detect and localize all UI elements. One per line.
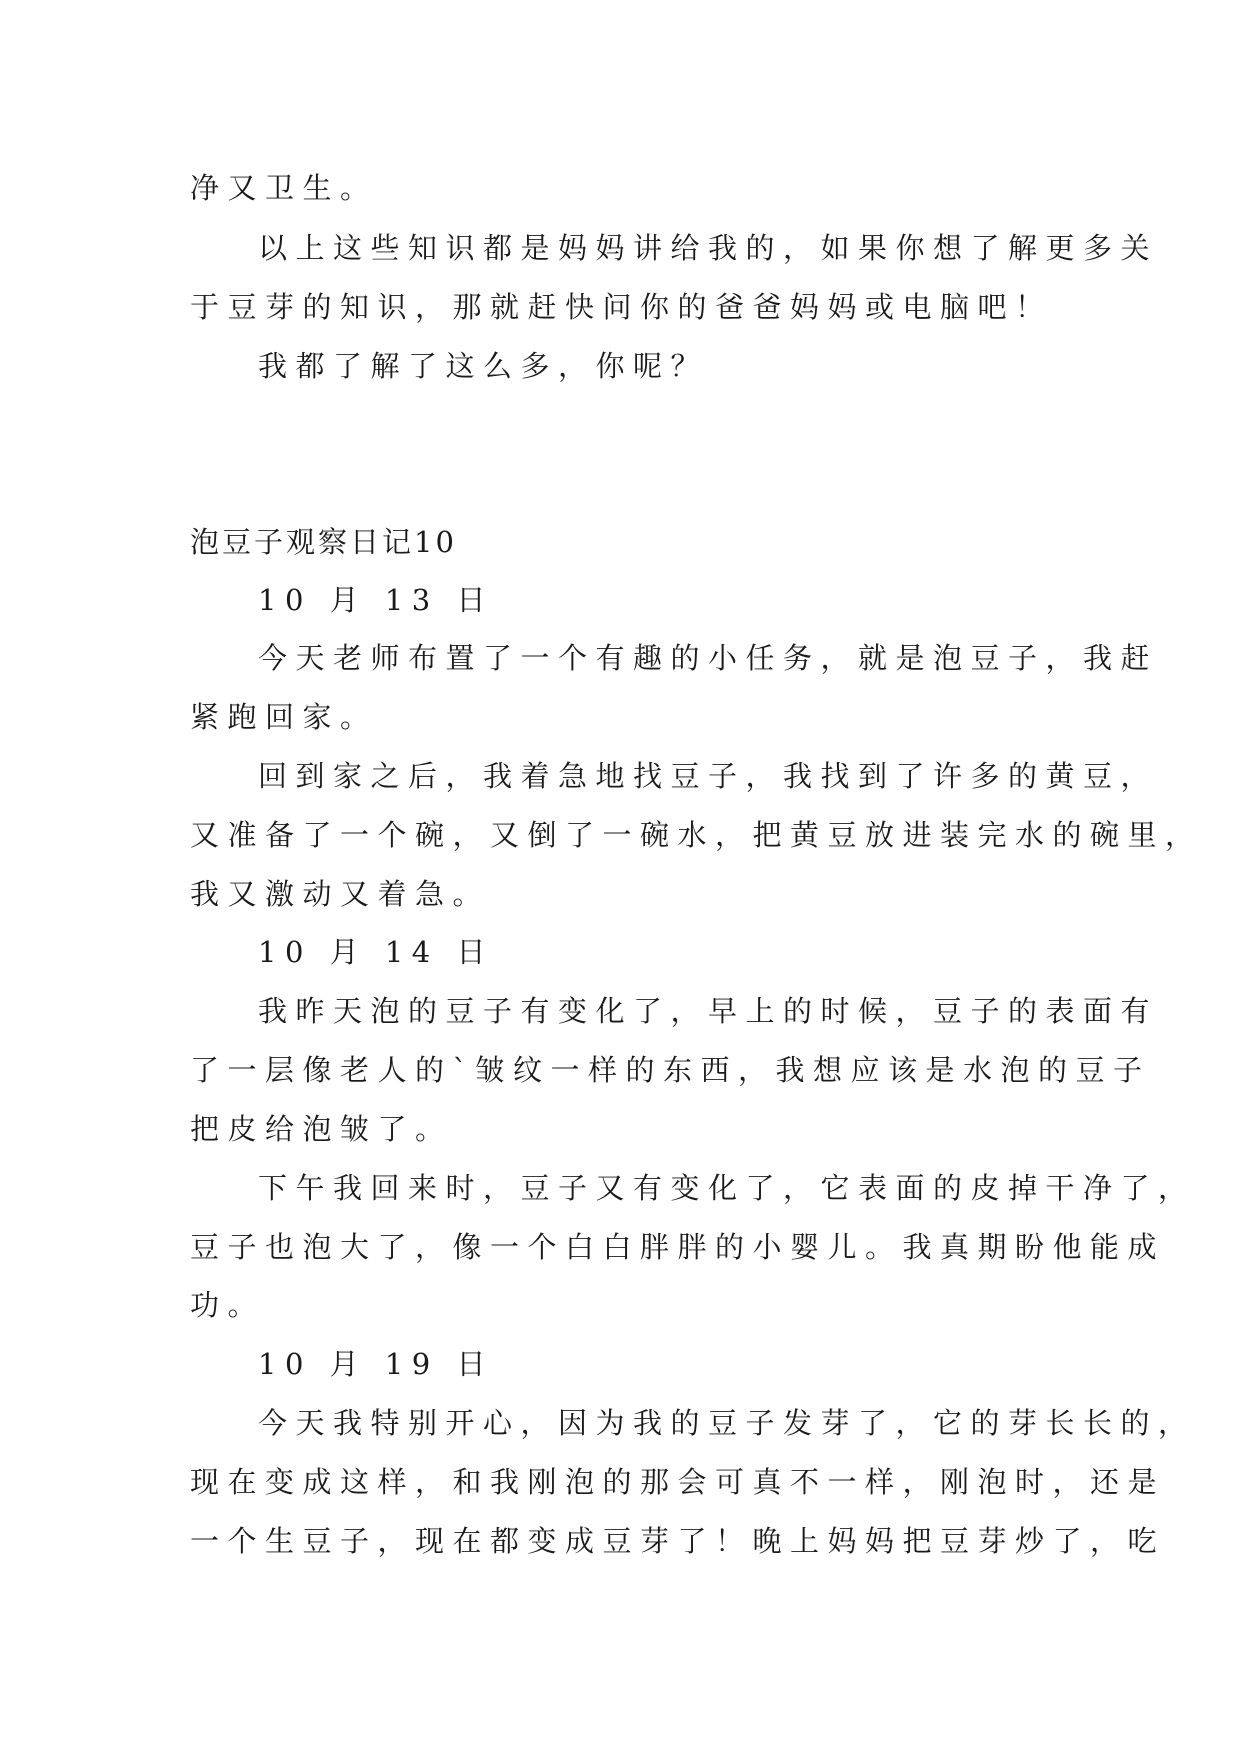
- diary-date: 10 月 13 日: [258, 583, 494, 617]
- paragraph-line: 把皮给泡皱了。: [190, 1112, 453, 1146]
- diary-date: 10 月 19 日: [258, 1347, 494, 1381]
- paragraph-line: 我又激动又着急。: [190, 877, 491, 911]
- paragraph-line: 以上这些知识都是妈妈讲给我的，如果你想了解更多关: [258, 231, 1159, 265]
- paragraph-line: 豆子也泡大了，像一个白白胖胖的小婴儿。我真期盼他能成: [190, 1230, 1166, 1264]
- diary-date: 10 月 14 日: [258, 935, 494, 969]
- paragraph-line: 我昨天泡的豆子有变化了，早上的时候，豆子的表面有: [258, 994, 1159, 1028]
- paragraph-line: 功。: [190, 1288, 266, 1322]
- paragraph-line: 今天老师布置了一个有趣的小任务，就是泡豆子，我赶: [258, 641, 1159, 675]
- paragraph-line: 于豆芽的知识，那就赶快问你的爸爸妈妈或电脑吧！: [190, 290, 1053, 324]
- paragraph-line: 又准备了一个碗，又倒了一碗水，把黄豆放进装完水的碗里，: [190, 818, 1203, 852]
- paragraph-line: 净又卫生。: [190, 171, 378, 205]
- paragraph-line: 今天我特别开心，因为我的豆子发芽了，它的芽长长的，: [258, 1406, 1196, 1440]
- paragraph-line: 回到家之后，我着急地找豆子，我找到了许多的黄豆，: [258, 759, 1159, 793]
- paragraph-line: 下午我回来时，豆子又有变化了，它表面的皮掉干净了，: [258, 1171, 1196, 1205]
- paragraph-line: 一个生豆子，现在都变成豆芽了！晚上妈妈把豆芽炒了，吃: [190, 1524, 1166, 1558]
- paragraph-line: 紧跑回家。: [190, 700, 378, 734]
- paragraph-line: 现在变成这样，和我刚泡的那会可真不一样，刚泡时，还是: [190, 1465, 1166, 1499]
- paragraph-line: 我都了解了这么多，你呢？: [258, 349, 709, 383]
- paragraph-line: 了一层像老人的`皱纹一样的东西，我想应该是水泡的豆子: [190, 1053, 1151, 1087]
- diary-title: 泡豆子观察日记10: [190, 525, 457, 559]
